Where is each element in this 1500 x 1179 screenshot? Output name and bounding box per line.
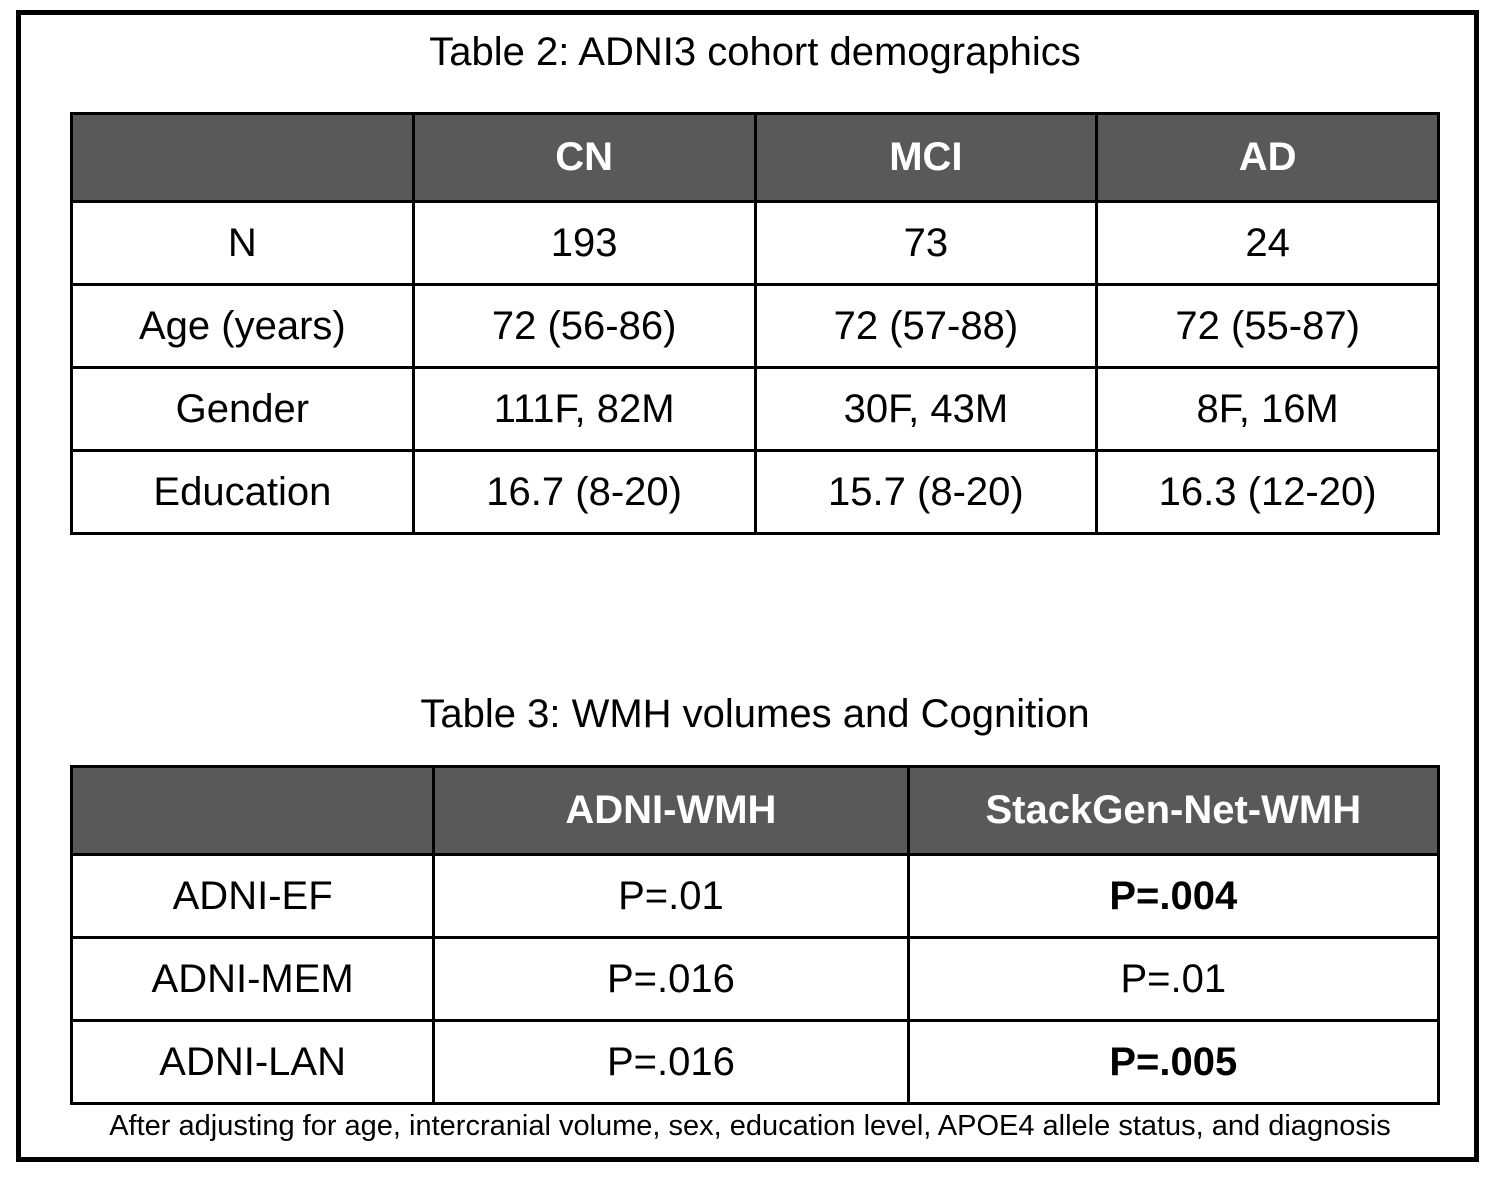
table-cell: 16.3 (12-20): [1097, 451, 1439, 534]
t2-header-blank: [72, 114, 414, 202]
table-row: [72, 202, 1439, 285]
row-label-n: N: [72, 202, 414, 285]
table-cell: 72 (57-88): [755, 285, 1097, 368]
row-label-adni-ef: ADNI-EF: [72, 855, 434, 938]
t2-header-cn: CN: [413, 114, 755, 202]
t3-header-stackgen-net-wmh: StackGen-Net-WMH: [908, 767, 1438, 855]
table-cell: 8F, 16M: [1097, 368, 1439, 451]
row-label-adni-lan: ADNI-LAN: [72, 1021, 434, 1104]
table-cell: P=.01: [908, 938, 1438, 1021]
row-label-education: Education: [72, 451, 414, 534]
table-cell: 15.7 (8-20): [755, 451, 1097, 534]
table3-wmh-cognition: [70, 765, 1440, 1105]
table2-title: Table 2: ADNI3 cohort demographics: [429, 30, 1081, 74]
table3-title: Table 3: WMH volumes and Cognition: [420, 692, 1090, 736]
table-row: [72, 368, 1439, 451]
table-cell: P=.004: [908, 855, 1438, 938]
table-row: [72, 451, 1439, 534]
table-cell: 24: [1097, 202, 1439, 285]
t2-header-mci: MCI: [755, 114, 1097, 202]
table-cell: 72 (56-86): [413, 285, 755, 368]
table-row: [72, 1021, 1439, 1104]
row-label-gender: Gender: [72, 368, 414, 451]
table-cell: 16.7 (8-20): [413, 451, 755, 534]
table-cell: P=.016: [434, 938, 908, 1021]
table-cell: 30F, 43M: [755, 368, 1097, 451]
t3-header-adni-wmh: ADNI-WMH: [434, 767, 908, 855]
table-cell: 73: [755, 202, 1097, 285]
table-row: [72, 938, 1439, 1021]
table-cell: 193: [413, 202, 755, 285]
table2-demographics: [70, 112, 1440, 535]
table2-header-row: [72, 114, 1439, 202]
row-label-age: Age (years): [72, 285, 414, 368]
row-label-adni-mem: ADNI-MEM: [72, 938, 434, 1021]
table-row: [72, 285, 1439, 368]
table-row: [72, 855, 1439, 938]
t2-header-ad: AD: [1097, 114, 1439, 202]
table-cell: P=.005: [908, 1021, 1438, 1104]
table3-header-row: [72, 767, 1439, 855]
footnote: After adjusting for age, intercranial volume, sex, education level, APOE4 allele status, and diagnosis: [109, 1110, 1391, 1142]
table-cell: P=.01: [434, 855, 908, 938]
table-cell: 72 (55-87): [1097, 285, 1439, 368]
t3-header-blank: [72, 767, 434, 855]
table-cell: 111F, 82M: [413, 368, 755, 451]
table-cell: P=.016: [434, 1021, 908, 1104]
